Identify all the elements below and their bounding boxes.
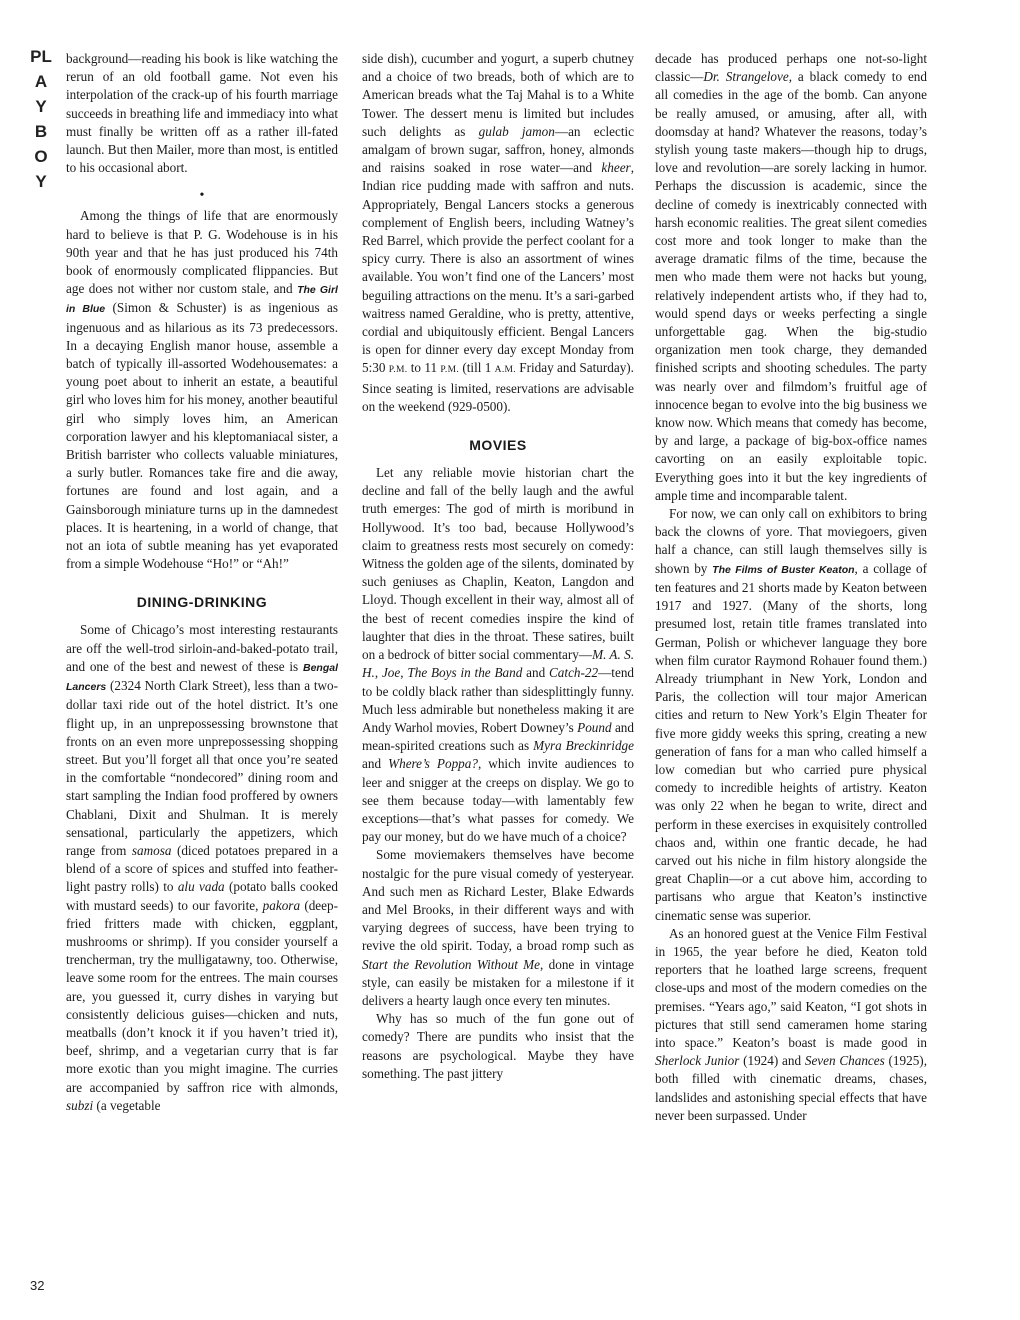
paragraph-moviemakers-nostalgic: Some moviemakers themselves have become nostalgic for the pure visual comedy of yesteryear. And such men as Richard Lester, Blake Edwards and Mel Brooks, in their different ways and with varying degrees of success, have been trying to revive the old spirit. Today, a broad romp such as Start the Revolution Without Me, done in vintage style, can easily be mistaken for a milestone if it delivers a hearty laugh once every ten minutes. xyxy=(362,847,634,1008)
paragraph-films-of-buster-keaton: For now, we can only call on exhibitors to bring back the clowns of yore. That moviegoers, given half a chance, can still laugh themselves silly is shown by The Films of Buster Keaton, a collage of ten features and 21 shorts made by Keaton between 1917 and 1927. (Many of the shorts, long presumed lost, retain title frames translated into German, Polish or whichever language they bore when film curator Raymond Rohauer found them.) Already triumphant in New York, London and Paris, the collection will tour major American cities and return to New York’s Elgin Theater for five more giddy weeks this spring, creating a new generation of fans for a man who called himself a low comedian but who carried pure physical comedy to incredible heights of artistry. Keaton was only 22 when he began to write, direct and perform in these exercises in exquisitely controlled chaos and, within one frantic decade, he had carved out his niche in film history alongside the great Chaplin—or a cut above him, according to partisans who argue that Keaton’s instinctive cinematic sense was superior. xyxy=(655,506,927,923)
column-1 xyxy=(66,50,338,1295)
paragraph-why-fun-gone: Why has so much of the fun gone out of comedy? There are pundits who insist that the reasons are psychological. Maybe they have something. The past jittery xyxy=(362,1011,634,1081)
paragraph-movies-decline: Let any reliable movie historian chart the decline and fall of the belly laugh and the awful truth emerges: The god of mirth is moribund in Hollywood. It’s too bad, because Hollywood’s claim to greatness rests most securely on comedy: Witness the golden age of the silents, dominated by such geniuses as Chaplin, Keaton, Langdon and Lloyd. Though excellent in their way, almost all of the best of recent comedies inspire the kind of laughter that dies in the throat. These satires, built on a bedrock of bitter social commentary—M. A. S. H., Joe, The Boys in the Band and Catch-22—tend to be coldly black rather than sidesplittingly funny. Much less admirable but nonetheless making it are Andy Warhol movies, Robert Downey’s Pound and mean-spirited creations such as Myra Breckinridge and Where’s Poppa?, which invite audiences to leer and snigger at the creeps on display. We go to see them because today—with lamentably few exceptions—that’s what passes for comedy. We pay our money, but do we have much of a choice? xyxy=(362,465,634,845)
section-heading-movies: MOVIES xyxy=(469,437,527,454)
section-heading-dining-drinking: DINING-DRINKING xyxy=(136,594,268,611)
masthead-playboy: PLAYBOY xyxy=(30,47,52,191)
paragraph-mailer-end: background—reading his book is like watching the rerun of an old football game. Not even his interpolation of the crack-up of his fourth marriage succeeds in breathing life and immediacy into what must finally be written off as a rather ill-fated launch. But then Mailer, more than most, is entitled to his occasional abort. xyxy=(66,51,338,176)
paragraph-bengal-lancers-cont: side dish), cucumber and yogurt, a superb chutney and a choice of two breads, both of which are to American breads what the Taj Mahal is to a White Tower. The dessert menu is limited but includes such delights as gulab jamon—an eclectic amalgam of brown sugar, saffron, honey, almonds and raisins soaked in rose water—and kheer, Indian rice pudding made with saffron and nuts. Appropriately, Bengal Lancers stocks a generous complement of English beers, including Watney’s Red Barrel, which provide the perfect coolant for a spicy curry. There is also an assortment of wines available. You won’t find one of the Lancers’ most beguiling attractions on the menu. It’s a sari-garbed waitress named Geraldine, who is pretty, attentive, cordial and ubiquitously efficient. Bengal Lancers is open for dinner every day except Monday from 5:30 P.M. to 11 P.M. (till 1 A.M. Friday and Saturday). Since seating is limited, reservations are advisable on the weekend (929-0500). xyxy=(362,51,634,414)
paragraph-wodehouse: Among the things of life that are enormously hard to believe is that P. G. Wodehouse is in his 90th year and that he has just produced his 74th book of enormously complicated flippancies. But age does not wither nor custom stale, and The Girl in Blue (Simon & Schuster) is as ingenious as ingenuous and as hilarious as its 73 predecessors. In a decaying English manor house, assemble a batch of typically ill-assorted Wodehousemates: a young poet about to inherit an estate, a beautiful girl who loves him for his money, another beautiful girl who simply loves him, an American corporation lawyer and his kleptomaniacal sister, a British barrister who collects valuable miniatures, a surly butler. Romances take fire and die away, fortunes are found and lost again, and a Gainsborough miniature turns up in the damnedest places. It is heartening, in a world of change, that not an iota of subtle meaning has yet evaporated from a simple Wodehouse “Ho!” or “Ah!” xyxy=(66,208,338,572)
paragraph-bengal-lancers: Some of Chicago’s most interesting restaurants are off the well-trod sirloin-and-baked-potato trail, and one of the best and newest of these is Bengal Lancers (2324 North Clark Street), less than a two-dollar taxi ride out of the hotel district. It’s one flight up, in an unprepossessing brownstone that fronts on an even more unprepossessing shopping street. But you’ll forget all that once you’re seated in the comfortable “nondecored” dining room and start sampling the Indian food proffered by owners Chablani, Dixit and Shulman. It is merely sensational, particularly the appetizers, which range from samosa (diced potatoes prepared in a blend of a score of spices and stuffed into feather-light pastry rolls) to alu vada (potato balls cooked with mustard seeds) to our favorite, pakora (deep-fried fritters made with chicken, eggplant, mushrooms or shrimp). If you consider yourself a trencherman, try the mulligatawny, too. Otherwise, leave some room for the entrees. The main courses are, you guessed it, curry dishes in varying but consistently delicious guises—chicken and nuts, meatballs (don’t knock it if you haven’t tried it), beef, shrimp, and a vegetarian curry that is far more exotic than you might imagine. The curries are accompanied by saffron rice with almonds, subzi (a vegetable xyxy=(66,622,338,1113)
section-bullet: • xyxy=(199,188,205,204)
page-number: 32 xyxy=(30,1278,45,1293)
film-title-buster-keaton: The Films of Buster Keaton xyxy=(712,563,855,576)
column-2 xyxy=(362,50,634,1295)
book-title-girl-in-blue: The Girl in Blue xyxy=(66,284,338,316)
paragraph-decade-strangelove: decade has produced perhaps one not-so-light classic—Dr. Strangelove, a black comedy to end all comedies in the age of the bomb. Can anyone be really amused, or amusing, after all, with doomsday at hand? Whatever the reasons, today’s stylish young taste makers—though hip to drugs, love and revolution—are sorely lacking in humor. Perhaps the discussion is academic, since the decline of comedy is inextricably connected with harsh economic realities. The great silent comedies cost more and took longer to make than the average dramatic films of the time, because the men who made them were not hacks but young, relatively independent artists who, if they had to, would spend days or weeks perfecting a single unforgettable gag. When the big-studio organization men took charge, they demanded finished scripts and shooting schedules. The party was nearly over and filmdom’s fruitful age of innocence began to evolve into the big business we know now. Which means that comedy has become, by and large, a package of big-box-office names cavorting on an easily exploitable topic. Everything goes into it but the key ingredients of ample time and incomparable talent. xyxy=(655,51,927,503)
restaurant-name-bengal-lancers: Bengal Lancers xyxy=(66,661,338,694)
column-3 xyxy=(655,50,927,1295)
paragraph-venice-film-festival: As an honored guest at the Venice Film Festival in 1965, the year before he died, Keaton told reporters that he loathed large screens, frequent close-ups and most of the modern comedies on the premises. “Years ago,” said Keaton, “I got shots in pictures that still send cameramen home staring into space.” Keaton’s boast is made good in Sherlock Junior (1924) and Seven Chances (1925), both filled with cinematic dreams, chases, landslides and astonishing special effects that have never been surpassed. Under xyxy=(655,925,927,1123)
